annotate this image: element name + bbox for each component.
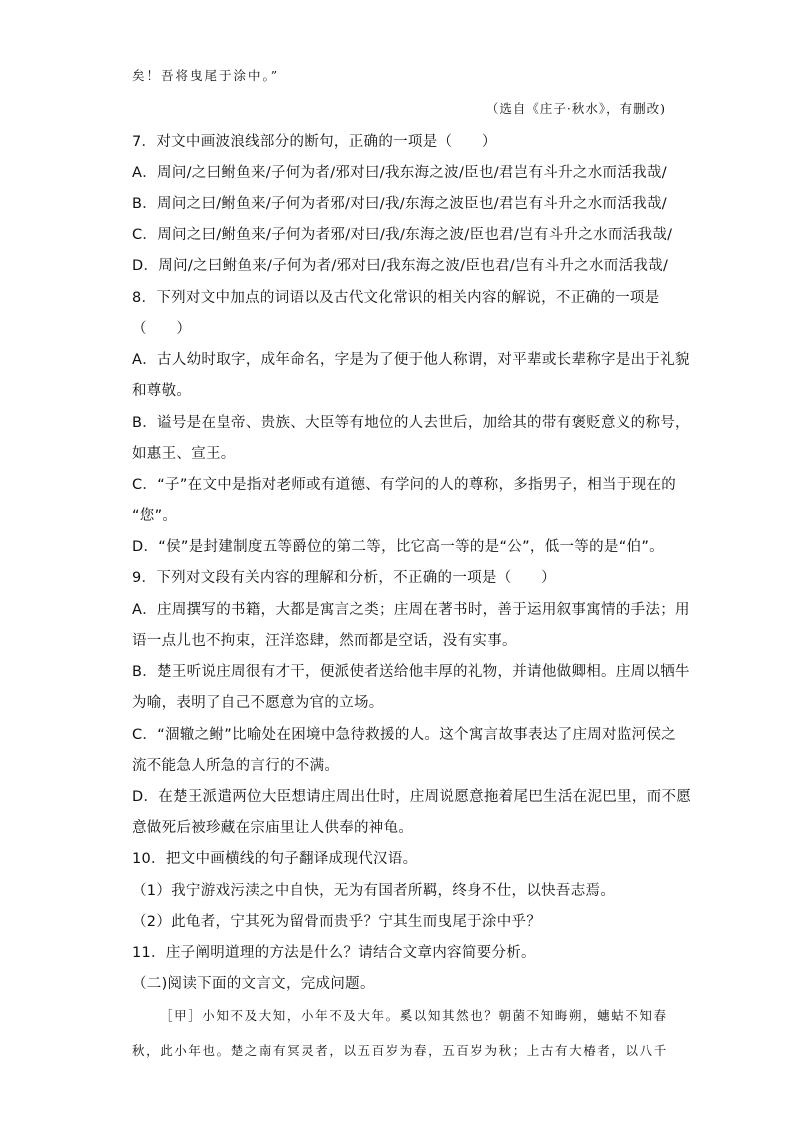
question-9-option-c: C．“涸辙之鲋”比喻处在困境中急待救援的人。这个寓言故事表达了庄周对监河侯之 bbox=[132, 727, 677, 743]
question-7-option-d: D．周问/之曰鲋鱼来/子何为者/邪对曰/我东海之波/臣也君/岂有斗升之水而活我哉/ bbox=[132, 258, 669, 274]
passage-line-0: ［甲］小知不及大知，小年不及大年。奚以知其然也？朝菌不知晦朔，蟪蛄不知春 bbox=[160, 1008, 668, 1023]
question-8-bracket: （ ） bbox=[132, 321, 192, 337]
question-8-option-b-cont: 如惠王、宣王。 bbox=[132, 446, 236, 462]
question-7-option-a: A．周问/之曰鲋鱼来/子何为者/邪对曰/我东海之波/臣也/君岂有斗升之水而活我哉/ bbox=[132, 165, 667, 181]
question-9-stem: 9．下列对文段有关内容的理解和分析，不正确的一项是（ ） bbox=[132, 570, 556, 586]
question-8-option-c-cont: “您”。 bbox=[132, 508, 178, 524]
question-7-stem: 7．对文中画波浪线部分的断句，正确的一项是（ ） bbox=[132, 134, 497, 150]
question-11-stem: 11．庄子阐明道理的方法是什么？请结合文章内容简要分析。 bbox=[132, 945, 536, 961]
question-8-option-a-cont: 和尊敬。 bbox=[132, 383, 192, 399]
passage-line-1: 秋，此小年也。楚之南有冥灵者，以五百岁为春，五百岁为秋；上古有大椿者，以八千 bbox=[132, 1043, 668, 1058]
question-9-option-d: D．在楚王派遣两位大臣想请庄周出仕时，庄周说愿意拖着尾巴生活在泥巴里，而不愿 bbox=[132, 789, 692, 805]
question-9-option-d-cont: 意做死后被珍藏在宗庙里让人供奉的神龟。 bbox=[132, 820, 414, 836]
question-9-option-a-cont: 语一点儿也不拘束，汪洋恣肆，然而都是空话，没有实事。 bbox=[132, 633, 517, 649]
question-7-option-c: C．周问之曰/鲋鱼来/子何为者邪/对曰/我/东海之波/臣也君/岂有斗升之水而活我哉/ bbox=[132, 227, 673, 243]
question-8-option-c: C．“子”在文中是指对老师或有道德、有学问的人的尊称，多指男子，相当于现在的 bbox=[132, 477, 677, 493]
question-8-option-a: A．古人幼时取字，成年命名，字是为了便于他人称谓，对平辈或长辈称字是出于礼貌 bbox=[132, 352, 690, 368]
question-9-option-a: A．庄周撰写的书籍，大都是寓言之类；庄周在著书时，善于运用叙事寓情的手法；用 bbox=[132, 602, 690, 618]
source-citation: （选自《庄子·秋水》，有删改) bbox=[485, 101, 666, 116]
question-8-option-b: B．谥号是在皇帝、贵族、大臣等有地位的人去世后，加给其的带有褒贬意义的称号， bbox=[132, 415, 690, 431]
question-10-stem: 10．把文中画横线的句子翻译成现代汉语。 bbox=[132, 851, 418, 867]
section-heading: （二)阅读下面的文言文，完成问题。 bbox=[132, 976, 375, 992]
question-9-option-b-cont: 为喻，表明了自己不愿意为官的立场。 bbox=[132, 695, 384, 711]
question-10-item-1: （1）我宁游戏污渎之中自快，无为有国者所羁，终身不仕，以快吾志焉。 bbox=[132, 883, 616, 899]
question-9-option-c-cont: 流不能急人所急的言行的不满。 bbox=[132, 758, 340, 774]
question-8-stem: 8．下列对文中加点的词语以及古代文化常识的相关内容的解说，不正确的一项是 bbox=[132, 290, 660, 306]
text-line-0: 矣！吾将曳尾于涂中。” bbox=[132, 68, 280, 83]
question-8-option-d: D．“侯”是封建制度五等爵位的第二等，比它高一等的是“公”，低一等的是“伯”。 bbox=[132, 539, 664, 555]
question-9-option-b: B．楚王听说庄周很有才干，便派使者送给他丰厚的礼物，并请他做卿相。庄周以牺牛 bbox=[132, 664, 690, 680]
question-10-item-2: （2）此龟者，宁其死为留骨而贵乎？宁其生而曳尾于涂中乎？ bbox=[132, 914, 542, 930]
question-7-option-b: B．周问之曰/鲋鱼来/子何为者邪/对曰/我/东海之波臣也/君岂有斗升之水而活我哉/ bbox=[132, 196, 667, 212]
